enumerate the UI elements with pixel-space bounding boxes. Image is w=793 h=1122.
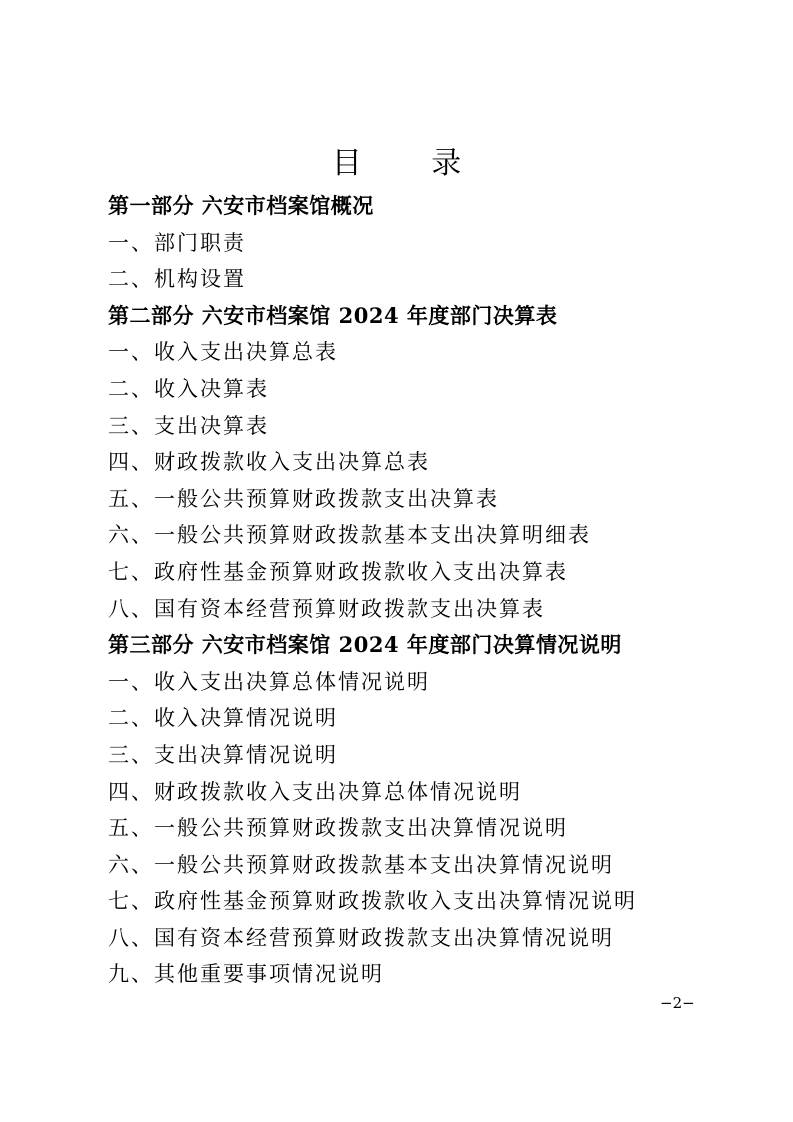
- toc-item: 九、其他重要事项情况说明: [108, 962, 384, 987]
- toc-item: 四、财政拨款收入支出决算总体情况说明: [108, 779, 522, 804]
- toc-item: 三、支出决算表: [108, 413, 269, 438]
- toc-item: 五、一般公共预算财政拨款支出决算情况说明: [108, 816, 568, 841]
- toc-item: 七、政府性基金预算财政拨款收入支出决算情况说明: [108, 889, 637, 914]
- toc-item: 七、政府性基金预算财政拨款收入支出决算表: [108, 559, 568, 584]
- toc-item: 二、收入决算情况说明: [108, 706, 338, 731]
- toc-item: 三、支出决算情况说明: [108, 742, 338, 767]
- toc-item: 一、收入支出决算总表: [108, 340, 338, 365]
- toc-item: 一、收入支出决算总体情况说明: [108, 669, 430, 694]
- toc-part-heading: 第二部分 六安市档案馆 2024 年度部门决算表: [108, 302, 558, 328]
- page-title: 目 录: [331, 146, 492, 181]
- toc-item: 二、机构设置: [108, 267, 246, 292]
- toc-item: 八、国有资本经营预算财政拨款支出决算情况说明: [108, 925, 614, 950]
- toc-item: 四、财政拨款收入支出决算总表: [108, 450, 430, 475]
- toc-part-heading: 第一部分 六安市档案馆概况: [108, 193, 374, 218]
- page-number: −2−: [660, 994, 695, 1012]
- toc-item: 二、收入决算表: [108, 376, 269, 401]
- toc-item: 六、一般公共预算财政拨款基本支出决算情况说明: [108, 852, 614, 877]
- toc-item: 五、一般公共预算财政拨款支出决算表: [108, 486, 499, 511]
- table-of-contents: [108, 188, 748, 993]
- toc-item: 八、国有资本经营预算财政拨款支出决算表: [108, 596, 545, 621]
- toc-item: 一、部门职责: [108, 230, 246, 255]
- toc-item: 六、一般公共预算财政拨款基本支出决算明细表: [108, 523, 591, 548]
- toc-part-heading: 第三部分 六安市档案馆 2024 年度部门决算情况说明: [108, 632, 622, 658]
